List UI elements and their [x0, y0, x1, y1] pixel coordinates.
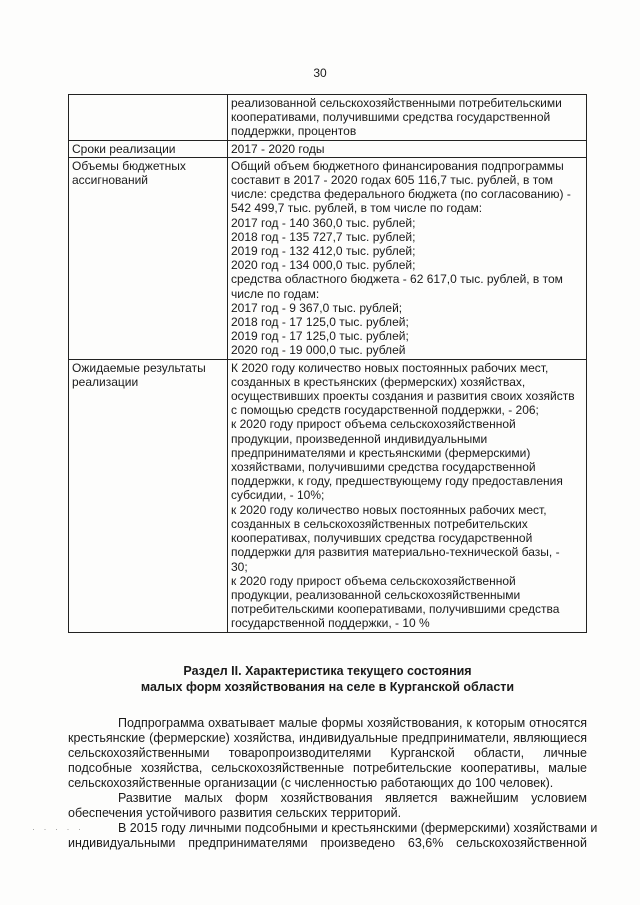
row-value-cell: [228, 95, 587, 141]
text-line: крестьянские (фермерские) хозяйства, индивидуальные предприниматели, являющиеся: [68, 731, 587, 745]
row-label: ассигнований: [72, 173, 149, 188]
row-value-cell: [228, 140, 587, 157]
scan-artifact-dots: · · · · ·: [32, 824, 84, 834]
text-line: 2018 год - 17 125,0 тыс. рублей;: [231, 315, 409, 330]
text-line: субсидии, - 10%;: [231, 488, 325, 503]
text-line: обеспечения устойчивого развития сельских территорий.: [68, 806, 402, 820]
text-line: продукции, реализованной сельскохозяйственными: [231, 587, 521, 602]
text-line: государственной поддержки, - 10 %: [231, 616, 430, 631]
row-label-cell: [69, 95, 228, 141]
page-number: 30: [313, 66, 327, 80]
text-line: к 2020 году количество новых постоянных рабочих мест,: [231, 502, 547, 517]
text-line: кооперативами, получившими средства государственной: [231, 110, 551, 125]
text-line: 542 499,7 тыс. рублей, в том числе по годам:: [231, 201, 483, 216]
text-line: составит в 2017 - 2020 годах 605 116,7 тыс. рублей, в том: [231, 173, 554, 188]
row-label-cell: [69, 140, 228, 157]
section-heading-line: малых форм хозяйствования на селе в Курганской области: [140, 680, 515, 694]
table-row: [69, 140, 587, 157]
text-line: хозяйствами, получившими средства государственной: [231, 460, 536, 475]
text-line: числе по годам:: [231, 286, 320, 301]
text-line: 2019 год - 17 125,0 тыс. рублей;: [231, 329, 409, 344]
subprogram-passport-table: [68, 94, 587, 633]
row-value-cell: [228, 359, 587, 632]
text-line: 2020 год - 134 000,0 тыс. рублей;: [231, 258, 416, 273]
text-line: 2017 год - 140 360,0 тыс. рублей;: [231, 215, 416, 230]
text-line: Общий объем бюджетного финансирования подпрограммы: [231, 158, 564, 173]
text-line: созданных в крестьянских (фермерских) хозяйствах,: [231, 374, 526, 389]
text-line: продукции, произведенной индивидуальными: [231, 431, 488, 446]
text-line: 2017 год - 9 367,0 тыс. рублей;: [231, 300, 403, 315]
text-line: сельскохозяйственными товаропроизводителями Курганской области, личные: [68, 746, 587, 760]
text-line: индивидуальными предпринимателями произведено 63,6% сельскохозяйственной: [68, 836, 587, 850]
text-line: реализованной сельскохозяйственными потребительскими: [231, 96, 562, 110]
paragraph: [68, 716, 587, 791]
row-label: Ожидаемые результаты: [72, 360, 206, 375]
text-line: предпринимателями и крестьянскими (фермерскими): [231, 445, 531, 460]
text-line: 2019 год - 132 412,0 тыс. рублей;: [231, 244, 416, 259]
row-label: реализации: [72, 374, 139, 389]
table-row: [69, 157, 587, 359]
text-line: 2020 год - 19 000,0 тыс. рублей: [231, 343, 406, 358]
row-value-cell: [228, 157, 587, 359]
paragraph: [68, 791, 587, 821]
text-line: Подпрограмма охватывает малые формы хозяйствования, к которым относятся: [118, 716, 587, 730]
row-label-cell: [69, 157, 228, 359]
text-line: созданных в сельскохозяйственных потребительских: [231, 516, 528, 531]
section-heading: [68, 663, 587, 695]
text-line: осуществивших проекты создания и развития своих хозяйств: [231, 389, 575, 404]
text-line: 2018 год - 135 727,7 тыс. рублей;: [231, 229, 416, 244]
text-line: кооперативах, получивших средства государственной: [231, 531, 533, 546]
row-label: Сроки реализации: [72, 141, 176, 156]
text-line: средства областного бюджета - 62 617,0 тыс. рублей, в том: [231, 272, 563, 287]
text-line: потребительскими кооперативами, получившими средства: [231, 602, 560, 617]
text-line: к 2020 году прирост объема сельскохозяйственной: [231, 573, 516, 588]
text-line: с помощью средств государственной поддержки, - 206;: [231, 403, 539, 418]
text-line: поддержки для развития материально-технической базы, -: [231, 545, 560, 560]
text-line: 30;: [231, 559, 248, 574]
text-line: сельскохозяйственные организации (с численностью работающих до 100 человек).: [68, 776, 554, 790]
text-line: числе: средства федерального бюджета (по согласованию) -: [231, 187, 571, 202]
row-label-cell: [69, 359, 228, 632]
text-line: Развитие малых форм хозяйствования является важнейшим условием: [118, 791, 587, 805]
text-line: подсобные хозяйства, сельскохозяйственные потребительские кооперативы, малые: [68, 761, 587, 775]
row-label: Объемы бюджетных: [72, 158, 186, 173]
section-heading-line: Раздел II. Характеристика текущего состояния: [183, 664, 472, 678]
text-line: поддержки, к году, предшествующему году предоставления: [231, 474, 563, 489]
text-line: В 2015 году личными подсобными и крестьянскими (фермерскими) хозяйствами и: [118, 821, 598, 835]
table-row: [69, 95, 587, 141]
table-row: [69, 359, 587, 632]
body-text: [68, 716, 598, 851]
text-line: к 2020 году прирост объема сельскохозяйственной: [231, 417, 516, 432]
text-line: К 2020 году количество новых постоянных рабочих мест,: [231, 360, 549, 375]
text-line: поддержки, процентов: [231, 124, 357, 139]
text-line: 2017 - 2020 годы: [231, 141, 325, 156]
paragraph: [68, 821, 598, 851]
